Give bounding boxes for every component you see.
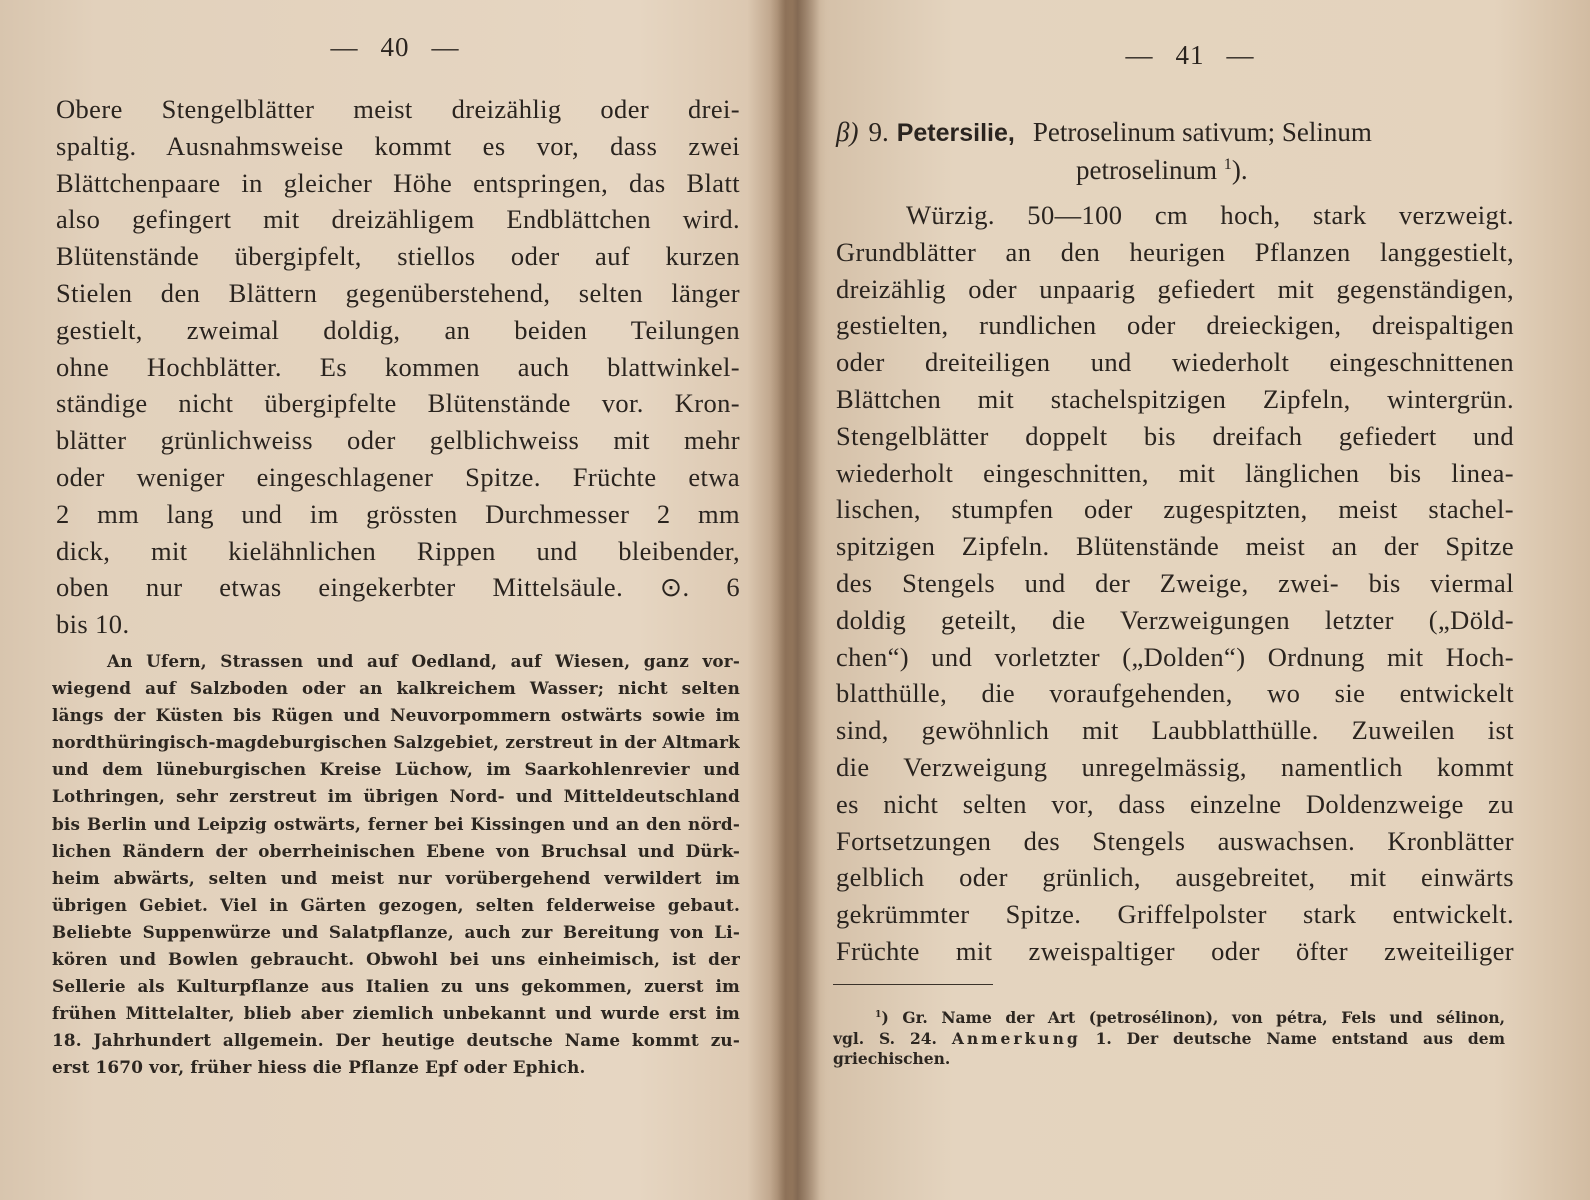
species-heading <box>836 113 1514 151</box>
small-text-line: kören und Bowlen gebraucht. Obwohl bei uns einheimisch, ist der <box>52 949 740 970</box>
text-line: Obere Stengelblätter meist dreizählig oder drei- <box>56 94 740 124</box>
folio-dash: — <box>431 32 460 62</box>
text-line: dick, mit kielähnlichen Rippen und bleibender, <box>56 535 740 566</box>
small-text-line: An Ufern, Strassen und auf Oedland, auf Wiesen, ganz vor- <box>107 651 740 671</box>
footnote-rule <box>833 984 993 985</box>
heading-end: ). <box>1231 155 1248 185</box>
text-line: spitzigen Zipfeln. Blütenstände meist an der Spitze <box>836 531 1514 562</box>
small-text-line: lichen Rändern der oberrheinischen Ebene von Bruchsal und Dürk- <box>52 840 740 861</box>
small-text-line: Beliebte Suppenwürze und Salatpflanze, auch zur Bereitung von Li- <box>52 921 740 942</box>
folio-dash: — <box>1226 40 1255 70</box>
footnote-line: griechischen. <box>833 1049 951 1068</box>
text-line: 2 mm lang und im grössten Durchmesser 2 mm <box>56 498 740 529</box>
text-line: Stengelblätter doppelt bis dreifach gefiedert und <box>836 420 1514 451</box>
text-line: gestielt, zweimal doldig, an beiden Teilungen <box>56 314 740 345</box>
species-number: 9. <box>868 117 889 147</box>
section-marker: β) <box>836 117 859 147</box>
small-text-line: frühen Mittelalter, blieb aber ziemlich unbekannt und wurde erst im <box>52 1003 740 1024</box>
latin-name-continued: petroselinum <box>1076 155 1217 185</box>
text-line: doldig geteilt, die Verzweigungen letzter („Döld- <box>836 604 1514 635</box>
text-line: dreizählig oder unpaarig gefiedert mit gegenständigen, <box>836 273 1514 304</box>
text-line: sind, gewöhnlich mit Laubblatthülle. Zuweilen ist <box>836 715 1514 746</box>
text-line: ohne Hochblätter. Es kommen auch blattwinkel- <box>56 351 740 382</box>
text-line: bis 10. <box>56 609 130 640</box>
right-page-number <box>805 40 1575 71</box>
left-page-number <box>0 32 790 63</box>
text-line: lischen, stumpfen oder zugespitzten, meist stachel- <box>836 494 1514 525</box>
text-line: Grundblätter an den heurigen Pflanzen langgestielt, <box>836 236 1514 267</box>
text-line: oder weniger eingeschlagener Spitze. Früchte etwa <box>56 461 740 492</box>
text-line: die Verzweigung unregelmässig, namentlich kommt <box>836 751 1514 782</box>
footnote-text: 1. Der deutsche Name entstand aus dem <box>1095 1028 1505 1048</box>
small-text-line: bis Berlin und Leipzig ostwärts, ferner bei Kissingen und an den nörd- <box>52 813 740 834</box>
text-line: blätter grünlichweiss oder gelblichweiss mit mehr <box>56 425 740 456</box>
footnote-text: vgl. S. 24. <box>833 1028 937 1048</box>
text-line: Blättchenpaare in gleicher Höhe entspringen, das Blatt <box>56 167 740 198</box>
text-line: Fortsetzungen des Stengels auswachsen. Kronblätter <box>836 825 1514 856</box>
small-text-line: 18. Jahrhundert allgemein. Der heutige deutsche Name kommt zu- <box>52 1030 740 1051</box>
left-body-text <box>56 91 740 643</box>
small-text-line: Sellerie als Kulturpflanze aus Italien zu uns gekommen, zuerst im <box>52 976 740 997</box>
footnote-line <box>833 1008 1505 1029</box>
footnote-text: ) Gr. Name der Art (petrosélinon), von pétra, Fels und sélinon, <box>881 1008 1505 1027</box>
text-line: chen“) und vorletzter („Dolden“) Ordnung mit Hoch- <box>836 641 1514 672</box>
footnote-line <box>833 1029 1505 1050</box>
folio-dash: — <box>330 32 359 62</box>
text-line: Stielen den Blättern gegenüberstehend, selten länger <box>56 277 740 308</box>
text-line: gekrümmter Spitze. Griffelpolster stark entwickelt. <box>836 899 1514 930</box>
text-line: oder dreiteiligen und wiederholt eingeschnittenen <box>836 347 1514 378</box>
small-text-line: nordthüringisch-magdeburgischen Salzgebiet, zerstreut in der Altmark <box>52 732 740 753</box>
right-body-text <box>836 113 1514 970</box>
text-line: spaltig. Ausnahmsweise kommt es vor, dass zwei <box>56 130 740 161</box>
footnote-reference: 1 <box>1223 155 1232 173</box>
text-line: gestielten, rundlichen oder dreieckigen, dreispaltigen <box>836 310 1514 341</box>
distribution-paragraph <box>52 648 740 1082</box>
small-text-line: Lothringen, sehr zerstreut im übrigen Nord- und Mitteldeutschland <box>52 786 740 807</box>
small-text-line: heim abwärts, selten und meist nur vorübergehend verwildert im <box>52 867 740 888</box>
page-number-text: 40 <box>380 32 410 62</box>
small-text-line: übrigen Gebiet. Viel in Gärten gezogen, selten felderweise gebaut. <box>52 894 740 915</box>
footnote-emphasis: Anmerkung <box>951 1028 1081 1048</box>
text-line: Früchte mit zweispaltiger oder öfter zweiteiliger <box>836 935 1514 966</box>
left-page <box>0 0 790 1200</box>
text-line: gelblich oder grünlich, ausgebreitet, mit einwärts <box>836 862 1514 893</box>
small-text-line: längs der Küsten bis Rügen und Neuvorpommern ostwärts sowie im <box>52 705 740 726</box>
text-line: es nicht selten vor, dass einzelne Doldenzweige zu <box>836 788 1514 819</box>
small-text-line: erst 1670 vor, früher hiess die Pflanze Epf oder Ephich. <box>52 1057 586 1078</box>
small-text-line: und dem lüneburgischen Kreise Lüchow, im Saarkohlenrevier und <box>52 759 740 780</box>
text-line: oben nur etwas eingekerbter Mittelsäule. ⊙. 6 <box>56 572 740 603</box>
footnote-marker: 1 <box>875 1008 882 1020</box>
text-line: also gefingert mit dreizähligem Endblättchen wird. <box>56 204 740 235</box>
species-heading-continued <box>836 151 1514 189</box>
text-line: blatthülle, die voraufgehenden, wo sie entwickelt <box>836 678 1514 709</box>
text-line: wiederholt eingeschnitten, mit länglichen bis linea- <box>836 457 1514 488</box>
page-number-text: 41 <box>1175 40 1205 70</box>
text-line: Blättchen mit stachelspitzigen Zipfeln, wintergrün. <box>836 383 1514 414</box>
small-text-line: wiegend auf Salzboden oder an kalkreichem Wasser; nicht selten <box>52 678 740 699</box>
text-line: Blütenstände übergipfelt, stiellos oder auf kurzen <box>56 241 740 272</box>
species-name: Petersilie, <box>896 119 1015 147</box>
folio-dash: — <box>1125 40 1154 70</box>
footnote <box>833 1008 1505 1070</box>
text-line: des Stengels und der Zweige, zwei- bis viermal <box>836 567 1514 598</box>
latin-name: Petroselinum sativum; Selinum <box>1032 117 1372 147</box>
text-line: Würzig. 50—100 cm hoch, stark verzweigt. <box>906 200 1514 230</box>
text-line: ständige nicht übergipfelte Blütenstände vor. Kron- <box>56 388 740 419</box>
